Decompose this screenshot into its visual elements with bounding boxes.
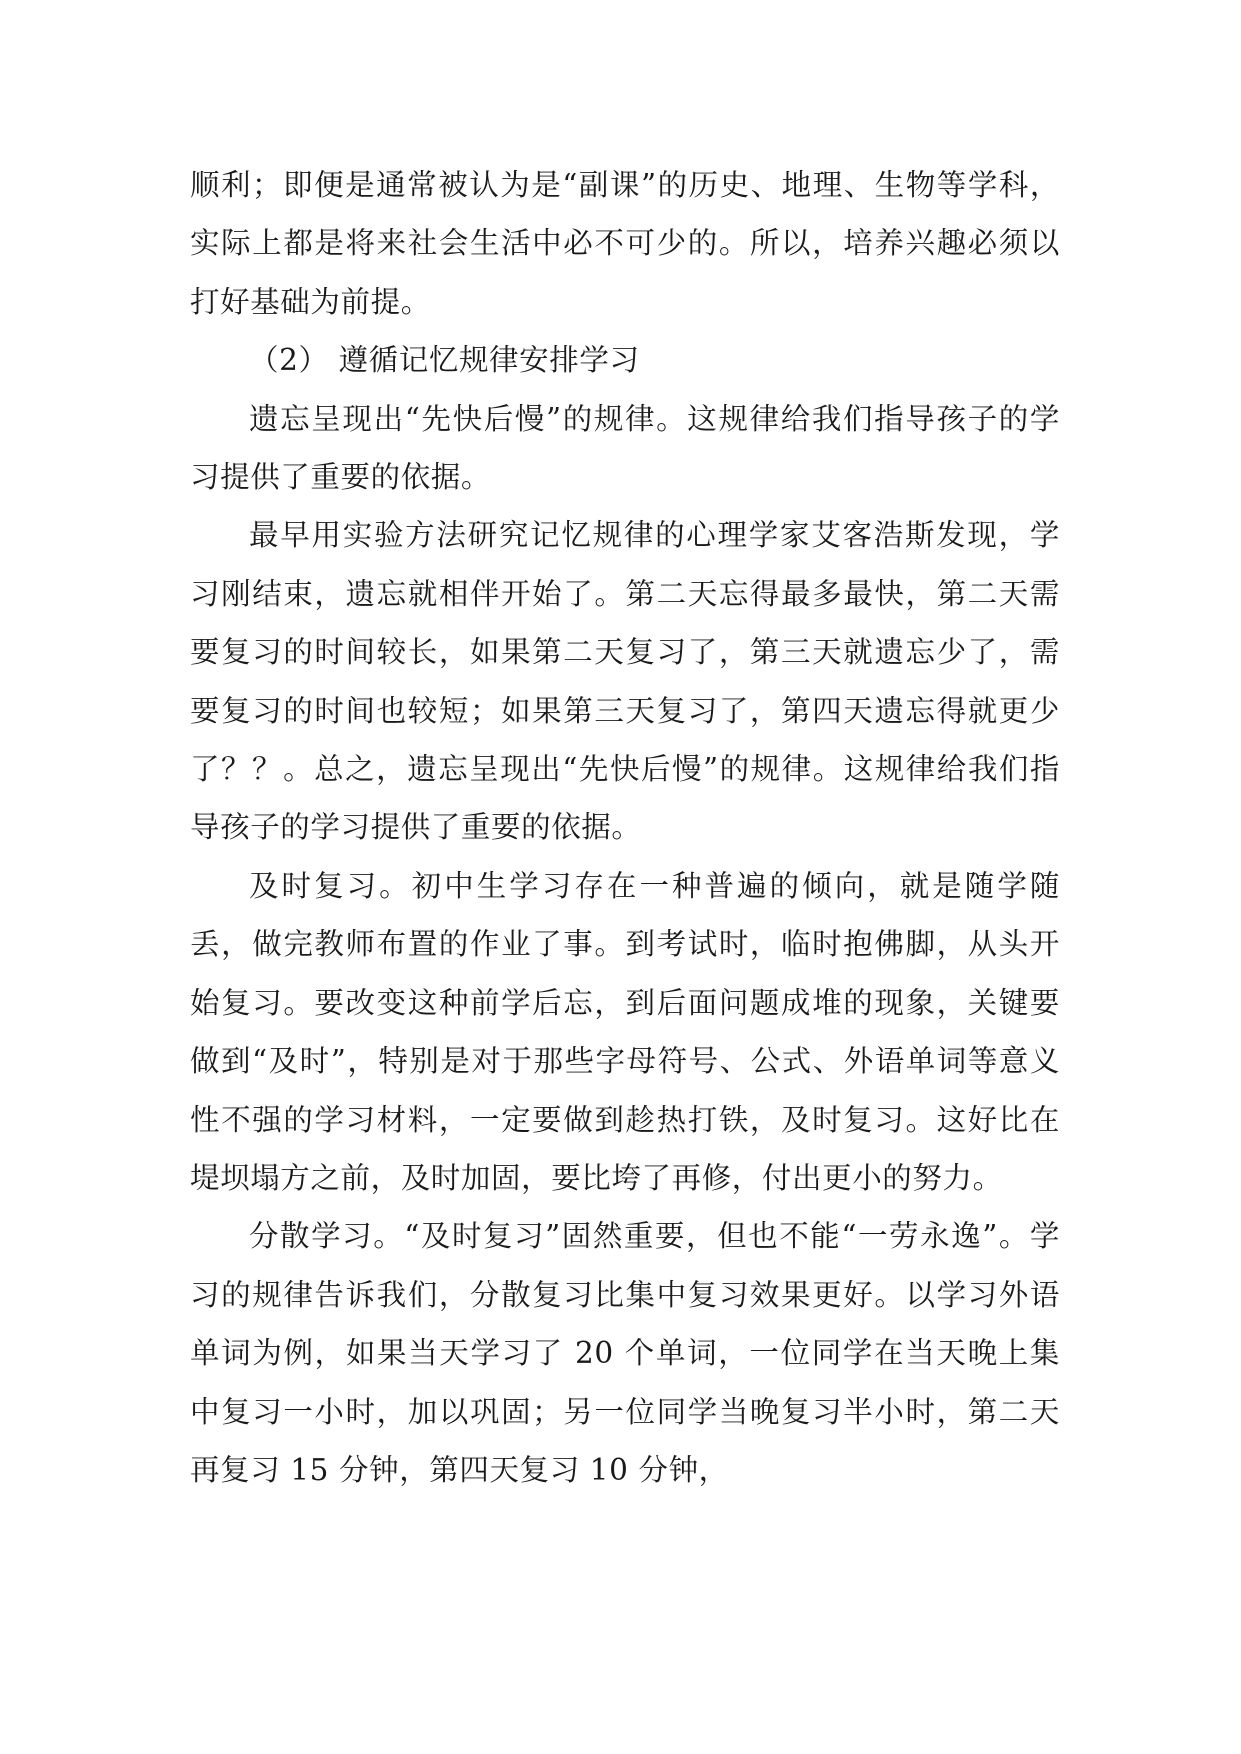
paragraph: 分散学习。“及时复习”固然重要，但也不能“一劳永逸”。学习的规律告诉我们，分散复习比集中复习效果更好。以学习外语单词为例，如果当天学习了 20 个单词，一位同学在当天晚上集中复习一小时，加以巩固；另一位同学当晚复习半小时，第二天再复习 15 分钟，第四天复习 10 分钟， [190,1219,1060,1487]
section-heading: （2） 遵循记忆规律安排学习 [249,343,640,378]
paragraph: 及时复习。初中生学习存在一种普遍的倾向，就是随学随丢，做完教师布置的作业了事。到考试时，临时抱佛脚，从头开始复习。要改变这种前学后忘，到后面问题成堆的现象，关键要做到“及时”，特别是对于那些字母符号、公式、外语单词等意义性不强的学习材料，一定要做到趁热打铁，及时复习。这好比在堤坝塌方之前，及时加固，要比垮了再修，付出更小的努力。 [190,868,1060,1195]
paragraph: 遗忘呈现出“先快后慢”的规律。这规律给我们指导孩子的学习提供了重要的依据。 [190,401,1060,495]
paragraph-continuation: 顺利；即便是通常被认为是“副课”的历史、地理、生物等学科，实际上都是将来社会生活中必不可少的。所以，培养兴趣必须以打好基础为前提。 [190,168,1060,319]
document-body [190,156,1060,1499]
paragraph: 最早用实验方法研究记忆规律的心理学家艾客浩斯发现，学习刚结束，遗忘就相伴开始了。第二天忘得最多最快，第二天需要复习的时间较长，如果第二天复习了，第三天就遗忘少了，需要复习的时间也较短；如果第三天复习了，第四天遗忘得就更少了？？。总之，遗忘呈现出“先快后慢”的规律。这规律给我们指导孩子的学习提供了重要的依据。 [190,518,1060,845]
